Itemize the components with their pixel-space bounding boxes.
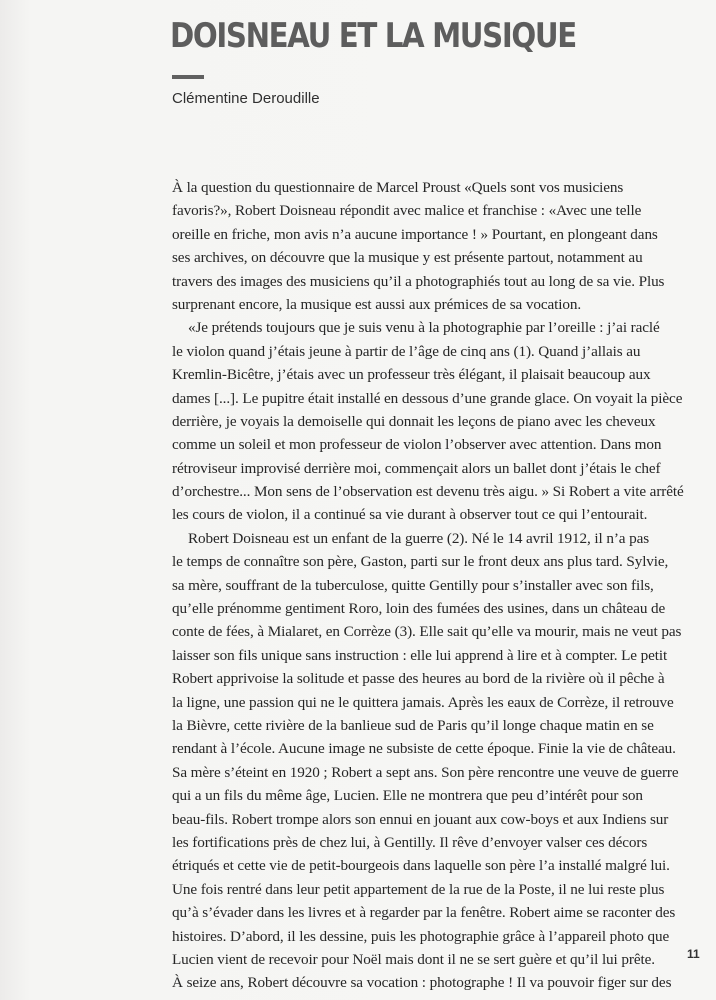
text-line: d’orchestre... Mon sens de l’observation est devenu très aigu. » Si Robert a vite arrêté xyxy=(172,483,684,501)
text-line: oreille en friche, mon avis n’a aucune importance ! » Pourtant, en plongeant dans xyxy=(172,225,658,243)
text-line: histoires. D’abord, il les dessine, puis les photographie grâce à l’appareil photo que xyxy=(172,927,670,945)
text-line: la ligne, une passion qui ne le quittera jamais. Après les eaux de Corrèze, il retrouve xyxy=(172,693,674,711)
article-body xyxy=(172,176,692,995)
text-line: dames [...]. Le pupitre était installé en dessous d’une grande glace. On voyait la pièce xyxy=(172,389,683,407)
text-line: qu’à s’évader dans les livres et à regarder par la fenêtre. Robert aime se raconter des xyxy=(172,904,676,922)
text-line: les cours de violon, il a continué sa vie durant à observer tout ce qui l’entourait. xyxy=(172,506,648,524)
text-line: le temps de connaître son père, Gaston, parti sur le front deux ans plus tard. Sylvie, xyxy=(172,553,669,571)
text-line: la Bièvre, cette rivière de la banlieue sud de Paris qu’il longe chaque matin en se xyxy=(172,716,654,734)
text-line: rétroviseur improvisé derrière moi, commençait alors un ballet dont j’étais le chef xyxy=(172,459,661,477)
text-line: les fortifications près de chez lui, à Gentilly. Il rêve d’envoyer valser ces décors xyxy=(172,833,648,851)
text-line: Une fois rentré dans leur petit appartement de la rue de la Poste, il ne lui reste plus xyxy=(172,880,665,898)
text-line: le violon quand j’étais jeune à partir de l’âge de cinq ans (1). Quand j’allais au xyxy=(172,342,641,360)
text-line: surprenant encore, la musique est aussi aux prémices de sa vocation. xyxy=(172,295,582,313)
text-line: laisser son fils unique sans instruction : elle lui apprend à lire et à compter. Le petit xyxy=(172,646,668,664)
text-line: Sa mère s’éteint en 1920 ; Robert a sept ans. Son père rencontre une veuve de guerre xyxy=(172,763,679,781)
text-line: qu’elle prénomme gentiment Roro, loin des fumées des usines, dans un château de xyxy=(172,600,666,618)
text-line: Robert apprivoise la solitude et passe des heures au bord de la rivière où il pêche à xyxy=(172,670,665,688)
page-number: 11 xyxy=(687,947,700,961)
title-underline xyxy=(172,75,204,79)
text-line: conte de fées, à Mialaret, en Corrèze (3). Elle sait qu’elle va mourir, mais ne veut pas xyxy=(172,623,682,641)
text-line: comme un soleil et mon professeur de violon l’observer avec attention. Dans mon xyxy=(172,436,662,454)
text-line: étriqués et cette vie de petit-bourgeois dans laquelle son père l’a installé malgré lui. xyxy=(172,857,670,875)
text-line: derrière, je voyais la demoiselle qui donnait les leçons de piano avec les cheveux xyxy=(172,412,656,430)
text-line: À la question du questionnaire de Marcel Proust «Quels sont vos musiciens xyxy=(172,179,624,196)
author-name: Clémentine Deroudille xyxy=(172,90,320,107)
text-line: Robert Doisneau est un enfant de la guerre (2). Né le 14 avril 1912, il n’a pas xyxy=(188,529,650,547)
text-line: favoris?», Robert Doisneau répondit avec malice et franchise : «Avec une telle xyxy=(172,202,642,220)
text-line: rendant à l’école. Aucune image ne subsiste de cette époque. Finie la vie de château. xyxy=(172,740,676,758)
chapter-title: DOISNEAU ET LA MUSIQUE xyxy=(170,16,576,56)
text-line: beau-fils. Robert trompe alors son ennui en jouant aux cow-boys et aux Indiens sur xyxy=(172,810,669,828)
text-line: sa mère, souffrant de la tuberculose, quitte Gentilly pour s’installer avec son fils, xyxy=(172,576,654,594)
text-line: qui a un fils du même âge, Lucien. Elle ne montrera que peu d’intérêt pour son xyxy=(172,787,643,805)
text-line: Lucien vient de recevoir pour Noël mais dont il ne se sert guère et qu’il lui prête. xyxy=(172,950,655,968)
text-line: travers des images des musiciens qu’il a photographiés tout au long de sa vie. Plus xyxy=(172,272,665,290)
text-line: «Je prétends toujours que je suis venu à la photographie par l’oreille : j’ai raclé xyxy=(188,319,660,337)
text-line: ses archives, on découvre que la musique y est présente partout, notamment au xyxy=(172,249,643,267)
text-line: À seize ans, Robert découvre sa vocation : photographe ! Il va pouvoir figer sur des xyxy=(172,974,672,992)
text-line: Kremlin-Bicêtre, j’étais avec un professeur très élégant, il plaisait beaucoup aux xyxy=(172,366,651,384)
